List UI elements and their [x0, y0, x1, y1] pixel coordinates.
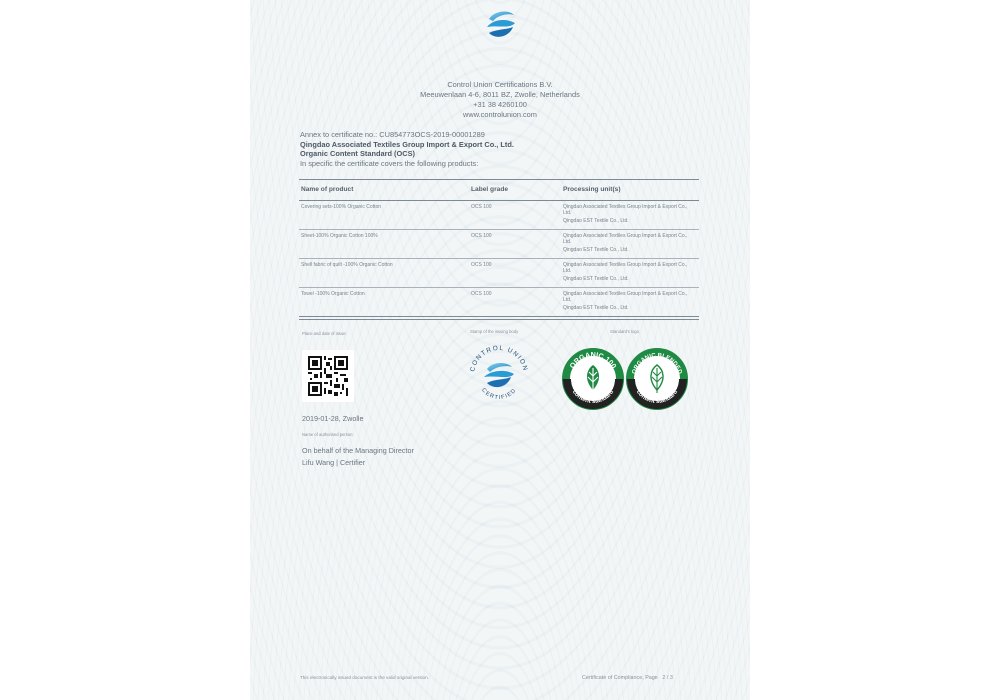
organic-blended-bottom-text: content standard — [634, 389, 680, 406]
processing-unit: Qingdao EST Textile Co., Ltd. — [563, 247, 629, 254]
signatory-line: Lifu Wang | Certifier — [302, 458, 366, 467]
processing-units — [563, 262, 693, 283]
table-row — [299, 259, 699, 288]
table-bottom-rule — [299, 317, 699, 320]
processing-unit: Qingdao EST Textile Co., Ltd. — [563, 218, 629, 225]
table-row — [299, 201, 699, 230]
issuer-website[interactable]: www.controlunion.com — [463, 110, 537, 119]
product-name: Towel -100% Organic Cotton — [301, 291, 365, 297]
issuer-header — [250, 80, 750, 120]
processing-units — [563, 204, 693, 225]
issuer-phone: +31 38 4260100 — [473, 100, 527, 109]
organic-100-bottom-text: content standard — [570, 389, 616, 406]
label-grade: OCS 100 — [471, 291, 492, 297]
processing-unit: Qingdao Associated Textiles Group Import & Export Co., Ltd. — [563, 233, 688, 246]
processing-units — [563, 233, 693, 254]
label-grade: OCS 100 — [471, 233, 492, 239]
caption-stamp: Stamp of the issuing body — [470, 329, 519, 334]
on-behalf-line: On behalf of the Managing Director — [302, 446, 414, 455]
organic-blended-top-text: ORGANIC BLENDED — [631, 352, 683, 375]
processing-units — [563, 291, 693, 312]
stamp-top-text: CONTROL UNION — [469, 344, 529, 373]
annex-block — [300, 130, 514, 168]
processing-unit: Qingdao Associated Textiles Group Import & Export Co., Ltd. — [563, 291, 688, 304]
product-name: Covering sets-100% Organic Cotton — [301, 204, 382, 210]
table-row — [299, 230, 699, 259]
qr-code[interactable] — [302, 350, 354, 402]
caption-standard-logo: Standard's logo — [610, 329, 639, 334]
products-table — [299, 179, 699, 320]
caption-place-date: Place and date of issue: — [302, 331, 347, 336]
issue-date-place: 2019-01-28, Zwolle — [302, 414, 364, 423]
processing-unit: Qingdao EST Textile Co., Ltd. — [563, 276, 629, 283]
organic-100-top-text: ORGANIC 100 — [567, 349, 619, 371]
control-union-certified-stamp — [466, 342, 532, 408]
caption-authorised-person: Name of authorised person: — [302, 432, 354, 437]
label-grade: OCS 100 — [471, 204, 492, 210]
product-name: Sheet-100% Organic Cotton 100% — [301, 233, 378, 239]
header-product: Name of product — [301, 186, 354, 193]
product-name: Shell fabric of quilt -100% Organic Cotton — [301, 262, 393, 268]
header-grade: Label grade — [471, 186, 509, 193]
footer-page-label: Certificate of Compliance, Page — [582, 675, 658, 681]
annex-certificate-number: Annex to certificate no.: CU854773OCS-2019-00001289 — [300, 130, 485, 139]
footer-page-number: 2 — [662, 675, 666, 681]
annex-company: Qingdao Associated Textiles Group Import & Export Co., Ltd. — [300, 139, 514, 149]
processing-unit: Qingdao Associated Textiles Group Import & Export Co., Ltd. — [563, 204, 688, 217]
footer-page-total: 3 — [669, 675, 673, 681]
table-row — [299, 288, 699, 317]
processing-unit: Qingdao Associated Textiles Group Import & Export Co., Ltd. — [563, 262, 688, 275]
organic-100-logo — [562, 348, 624, 410]
footer-page-info — [582, 675, 673, 681]
annex-intro: In specific the certificate covers the following products: — [300, 158, 479, 168]
organic-blended-logo — [626, 348, 688, 410]
footer-page-separator: / — [666, 675, 669, 681]
footer-validity-note: This electronically issued document is the valid original version. — [300, 675, 429, 680]
header-units: Processing unit(s) — [563, 186, 621, 193]
issuer-address: Meeuwenlaan 4-6, 8011 BZ, Zwolle, Netherlands — [420, 90, 580, 99]
qr-code-icon — [308, 356, 348, 396]
issuer-name: Control Union Certifications B.V. — [447, 80, 553, 89]
processing-unit: Qingdao EST Textile Co., Ltd. — [563, 305, 629, 312]
table-header — [299, 179, 699, 201]
stamp-bottom-text: CERTIFIED — [480, 387, 518, 402]
control-union-logo — [484, 9, 518, 41]
annex-standard: Organic Content Standard (OCS) — [300, 149, 415, 158]
label-grade: OCS 100 — [471, 262, 492, 268]
